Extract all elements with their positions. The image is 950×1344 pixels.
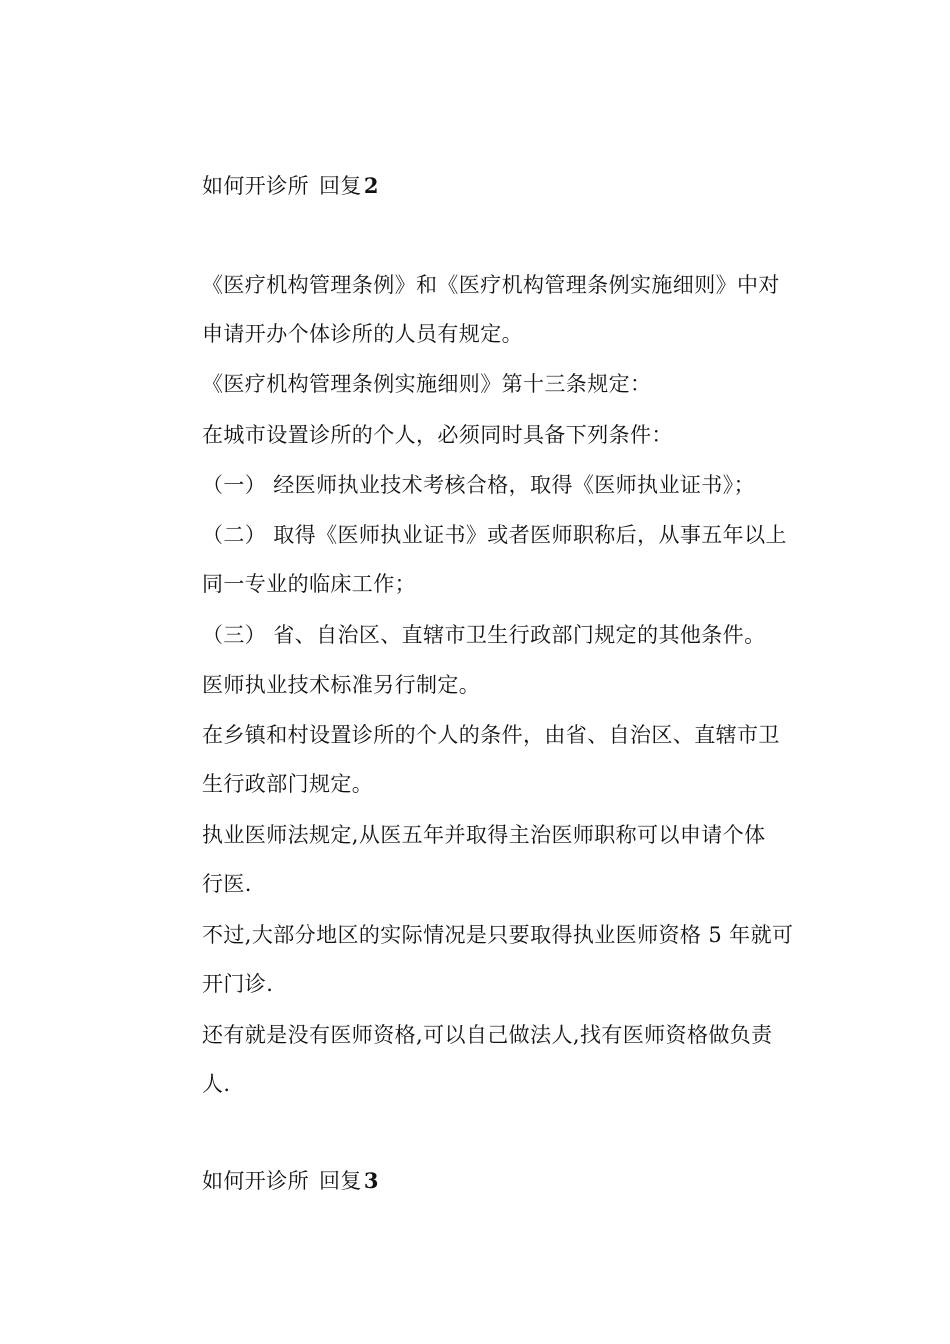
paragraph-line: 执业医师法规定,从医五年并取得主治医师职称可以申请个体 xyxy=(202,823,766,847)
paragraph-line: 在乡镇和村设置诊所的个人的条件，由省、自治区、直辖市卫 xyxy=(202,723,780,747)
section-heading-reply-2 xyxy=(202,171,822,201)
paragraph-line: 行医. xyxy=(202,872,252,896)
section-heading-reply-3 xyxy=(202,1166,822,1196)
heading-reply-number: 3 xyxy=(363,1168,379,1193)
paragraph-line: 同一专业的临床工作； xyxy=(202,572,416,596)
heading-reply-label: 回复 xyxy=(319,174,362,198)
paragraph-line: 开门诊. xyxy=(202,972,274,996)
heading-reply-label: 回复 xyxy=(319,1169,362,1193)
paragraph-line: 医师执业技术标准另行制定。 xyxy=(202,673,481,697)
paragraph-line: 申请开办个体诊所的人员有规定。 xyxy=(202,322,523,346)
heading-title: 如何开诊所 xyxy=(202,174,309,198)
paragraph-line: （二） 取得《医师执业证书》或者医师职称后，从事五年以上 xyxy=(202,523,787,547)
paragraph-line: 还有就是没有医师资格,可以自己做法人,找有医师资格做负责 xyxy=(202,1023,773,1047)
paragraph-line: 在城市设置诊所的个人，必须同时具备下列条件： xyxy=(202,423,673,447)
paragraph-line: 《医疗机构管理条例》和《医疗机构管理条例实施细则》中对 xyxy=(202,273,780,297)
paragraph-line: （一） 经医师执业技术考核合格，取得《医师执业证书》； xyxy=(202,473,755,497)
paragraph-line: 《医疗机构管理条例实施细则》第十三条规定： xyxy=(202,372,652,396)
heading-title: 如何开诊所 xyxy=(202,1169,309,1193)
heading-reply-number: 2 xyxy=(363,173,379,198)
paragraph-line: 生行政部门规定。 xyxy=(202,772,374,796)
paragraph-line: （三） 省、自治区、直辖市卫生行政部门规定的其他条件。 xyxy=(202,623,766,647)
paragraph-line: 人. xyxy=(202,1072,231,1096)
paragraph-line: 不过,大部分地区的实际情况是只要取得执业医师资格 5 年就可 xyxy=(202,923,794,947)
